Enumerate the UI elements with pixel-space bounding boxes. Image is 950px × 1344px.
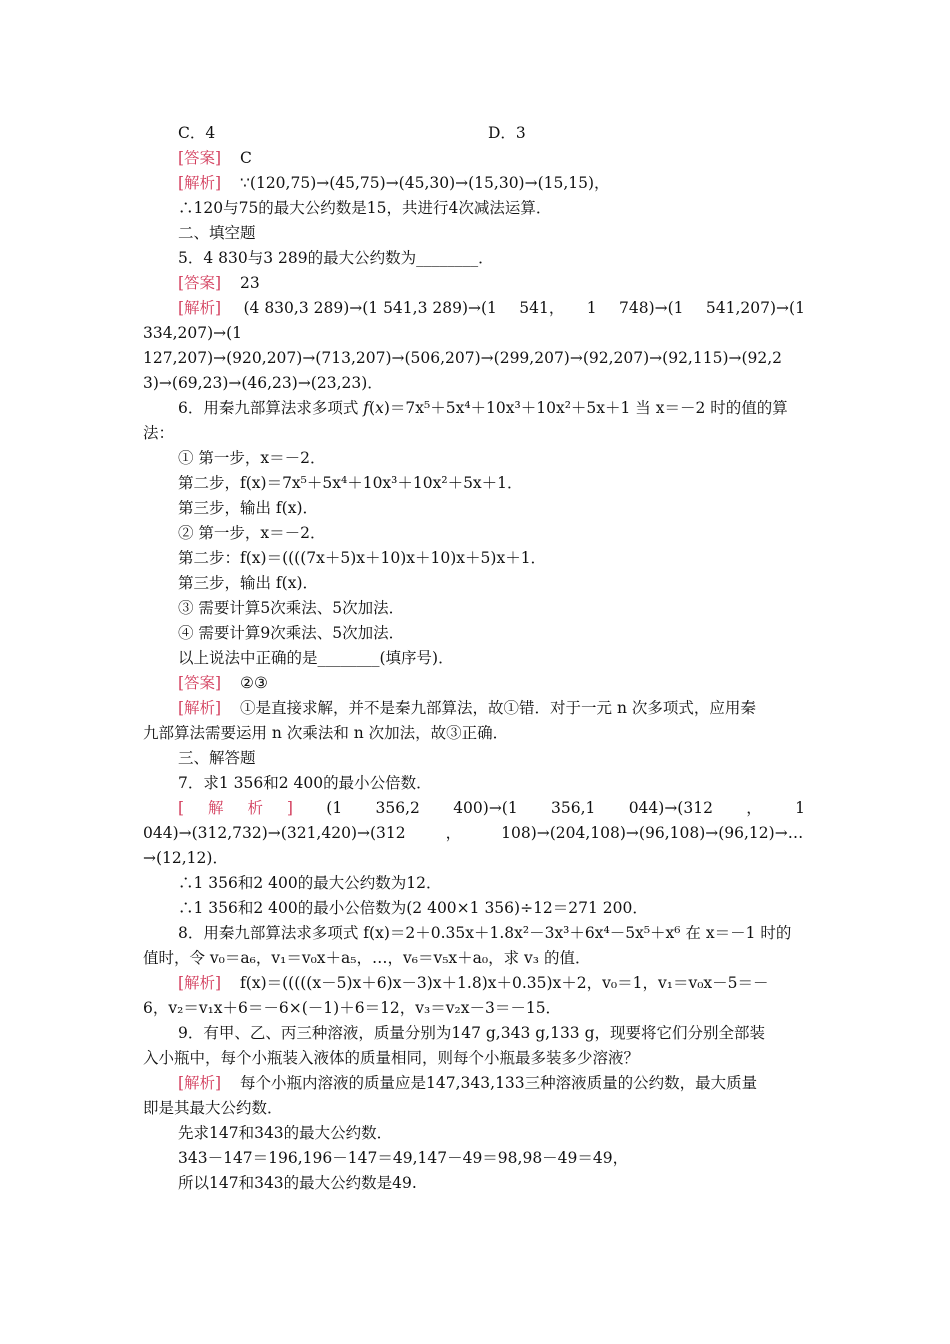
q4-answer-line (178, 148, 252, 168)
q7-question: 7．求1 356和2 400的最小公倍数． (178, 774, 432, 792)
q6-prompt: 以上说法中正确的是________(填序号)． (178, 649, 454, 667)
q4-analysis-text: ∴120与75的最大公约数是15，共进行4次减法运算． (178, 199, 552, 217)
q7-analysis-part: 108)→(204,108)→(96,108)→(96,12)→… (501, 824, 804, 842)
q6-question-text: 法： (143, 424, 175, 442)
q6-item: 第三步，输出 f(x)． (178, 574, 319, 592)
q6-answer: ②③ (240, 674, 268, 692)
q7-analysis-part: ， (746, 799, 762, 817)
q8-analysis-text: 6，v₂＝v₁x＋6＝－6×(－1)＋6＝12，v₃＝v₂x－3＝－15． (143, 999, 562, 1017)
analysis-tag: [解析] (178, 699, 222, 717)
q4-analysis-text: ∵(120,75)→(45,75)→(45,30)→(15,30)→(15,15)， (240, 174, 610, 192)
option-d: D．3 (488, 124, 526, 142)
q6-item: 第二步：f(x)＝((((7x＋5)x＋10)x＋10)x＋5)x＋1． (178, 549, 547, 567)
q8-question: 8．用秦九部算法求多项式 f(x)＝2＋0.35x＋1.8x²－3x³＋6x⁴－5x⁵＋x⁶ 在 x＝－1 时的 (178, 924, 792, 942)
q9-question: 入小瓶中，每个小瓶装入液体的质量相同，则每个小瓶最多装多少溶液？ (143, 1049, 640, 1067)
q6-analysis-line (178, 698, 756, 718)
q4-analysis-line (178, 173, 610, 193)
q5-analysis-text: 334,207)→(1 (143, 324, 243, 342)
q7-analysis-text: →(12,12)． (143, 849, 228, 867)
q8-analysis-line (178, 973, 769, 993)
q6-item: 第二步，f(x)＝7x⁵＋5x⁴＋10x³＋10x²＋5x＋1． (178, 474, 523, 492)
q5-answer: 23 (240, 274, 260, 292)
q5-analysis-part: 1 (586, 299, 597, 317)
tag-char: 析 (247, 799, 263, 817)
analysis-tag: [解析] (178, 174, 222, 192)
q7-analysis-part: 400)→(1 (453, 799, 518, 817)
q5-analysis-part: (4 830,3 289)→(1 541,3 289)→(1 (243, 299, 497, 317)
q6-item: ② 第一步，x＝－2． (178, 524, 326, 542)
answer-tag: [答案] (178, 674, 222, 692)
answer-tag: [答案] (178, 149, 222, 167)
q6-question-text: 6．用秦九部算法求多项式 (178, 399, 364, 417)
tag-char: [ (178, 799, 185, 817)
q6-item: ③ 需要计算5次乘法、5次加法． (178, 599, 405, 617)
q7-analysis-part: 044)→(312 (628, 799, 713, 817)
q8-analysis-text: f(x)＝(((((x－5)x＋6)x－3)x＋1.8)x＋0.35)x＋2，v₀＝1，v₁＝v₀x－5＝－ (240, 974, 769, 992)
q7-result: ∴1 356和2 400的最大公约数为12． (178, 874, 442, 892)
q6-question-text: ＝7x⁵＋5x⁴＋10x³＋10x²＋5x＋1 当 x＝－2 时的值的算 (389, 399, 788, 417)
analysis-tag: [解析] (178, 1074, 222, 1092)
q5-analysis-part: 748)→(1 (619, 299, 684, 317)
q7-analysis-part: 1 (795, 799, 805, 817)
analysis-tag: [解析] (178, 974, 222, 992)
answer-tag: [答案] (178, 274, 222, 292)
q6-item: ① 第一步，x＝－2． (178, 449, 326, 467)
q6-analysis-text: 九部算法需要运用 n 次乘法和 n 次加法，故③正确． (143, 724, 509, 742)
q5-analysis-part: 541,207)→(1 (705, 299, 805, 317)
q6-analysis-text: ①是直接求解，并不是秦九部算法，故①错．对于一元 n 次多项式，应用秦 (240, 699, 756, 717)
q7-analysis-part: 044)→(312,732)→(321,420)→(312 (143, 824, 406, 842)
option-c: C．4 (178, 124, 216, 142)
analysis-tag: [解析] (178, 299, 222, 317)
tag-char: 解 (208, 799, 224, 817)
q5-analysis-text: 3)→(69,23)→(46,23)→(23,23)． (143, 374, 383, 392)
q7-analysis-part: ， (445, 824, 462, 842)
q9-question: 9．有甲、乙、丙三种溶液，质量分别为147 g,343 g,133 g，现要将它们分别全部装 (178, 1024, 766, 1042)
q5-analysis-line (178, 298, 805, 318)
q6-item: 第三步，输出 f(x)． (178, 499, 319, 517)
q9-analysis-text: 先求147和343的最大公约数． (178, 1124, 393, 1142)
q6-answer-line (178, 673, 268, 693)
section-heading: 二、填空题 (178, 224, 256, 242)
analysis-tag (178, 798, 293, 818)
q7-analysis-part: (1 (326, 799, 343, 817)
q9-analysis-text: 343－147＝196,196－147＝49,147－49＝98,98－49＝49， (178, 1149, 629, 1167)
tag-char: ] (286, 799, 293, 817)
q7-analysis-line (178, 798, 805, 818)
q9-analysis-text: 即是其最大公约数． (143, 1099, 283, 1117)
q7-analysis-part: 356,2 (375, 799, 420, 817)
q5-analysis-part: 541， (519, 299, 565, 317)
section-heading: 三、解答题 (178, 749, 256, 767)
q7-result: ∴1 356和2 400的最小公倍数为(2 400×1 356)÷12＝271 200． (178, 899, 648, 917)
q5-question: 5．4 830与3 289的最大公约数为________． (178, 249, 494, 267)
q6-question: 6．用秦九部算法求多项式 f(x)＝7x⁵＋5x⁴＋10x³＋10x²＋5x＋1 当 x＝－2 时的值的算 (178, 399, 788, 417)
q8-question: 值时，令 v₀＝a₆，v₁＝v₀x＋a₅，…，v₆＝v₅x＋a₀，求 v₃ 的值． (143, 949, 591, 967)
q7-analysis-part: 356,1 (551, 799, 596, 817)
q9-analysis-line (178, 1073, 757, 1093)
q7-analysis-text (143, 823, 803, 843)
q4-answer: C (240, 149, 252, 167)
q5-answer-line (178, 273, 260, 293)
q6-fx-symbol: f (363, 399, 370, 417)
q9-analysis-text: 每个小瓶内溶液的质量应是147,343,133三种溶液质量的公约数，最大质量 (240, 1074, 758, 1092)
q6-item: ④ 需要计算9次乘法、5次加法． (178, 624, 405, 642)
q9-analysis-text: 所以147和343的最大公约数是49. (178, 1174, 417, 1192)
q5-analysis-text: 127,207)→(920,207)→(713,207)→(506,207)→(299,207)→(92,207)→(92,115)→(92,2 (143, 349, 783, 367)
